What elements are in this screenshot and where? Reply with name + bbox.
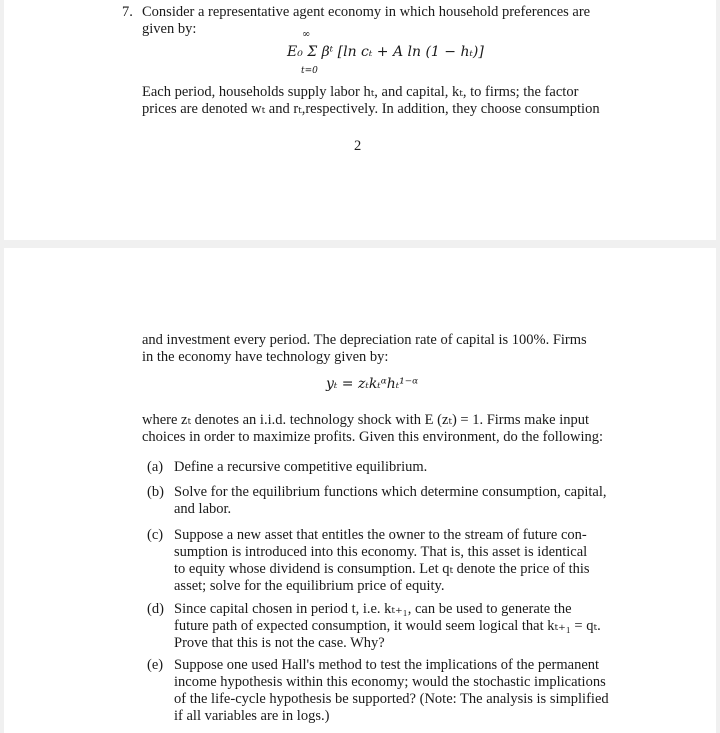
paragraph-3-line-1: where zₜ denotes an i.i.d. technology shock with E (zₜ) = 1. Firms make input (142, 412, 590, 428)
item-b-text (174, 484, 607, 518)
item-c-label: (c) (147, 527, 164, 543)
page-2 (4, 248, 716, 733)
item-d-line: future path of expected consumption, it would seem logical that kₜ₊₁ = qₜ. (174, 618, 601, 634)
item-d-label: (d) (147, 601, 164, 617)
intro-line-2: given by: (142, 21, 197, 37)
item-e-line: if all variables are in logs.) (174, 708, 330, 724)
intro-line-1: Consider a representative agent economy in which household preferences are (142, 4, 591, 20)
item-c-line: asset; solve for the equilibrium price of equity. (174, 578, 445, 594)
item-c-line: to equity whose dividend is consumption. Let qₜ denote the price of this (174, 561, 590, 577)
item-e-text (174, 657, 609, 725)
item-a-text (174, 459, 427, 476)
page-1 (4, 0, 716, 240)
item-c-line: Suppose a new asset that entitles the owner to the stream of future con- (174, 527, 587, 543)
paragraph-2-line-1: and investment every period. The depreciation rate of capital is 100%. Firms (142, 332, 587, 348)
item-e-line: of the life-cycle hypothesis be supported? (Note: The analysis is simplified (174, 691, 609, 707)
item-c-text (174, 527, 590, 595)
page-number: 2 (354, 138, 362, 154)
item-d-line: Prove that this is not the case. Why? (174, 635, 385, 651)
production-formula: yₜ = zₜkₜᵅhₜ¹⁻ᵅ (326, 376, 419, 392)
item-b-line: Solve for the equilibrium functions which determine consumption, capital, (174, 484, 607, 500)
item-d-line: Since capital chosen in period t, i.e. kₜ₊₁, can be used to generate the (174, 601, 572, 617)
paragraph-2-line-2: in the economy have technology given by: (142, 349, 389, 365)
item-c-line: sumption is introduced into this economy. That is, this asset is identical (174, 544, 588, 560)
problem-number: 7. (122, 4, 133, 20)
item-b-line: and labor. (174, 501, 232, 517)
item-e-line: Suppose one used Hall's method to test the implications of the permanent (174, 657, 600, 673)
item-b-label: (b) (147, 484, 164, 500)
paragraph-1-line-2: prices are denoted wₜ and rₜ,respectively. In addition, they choose consumption (142, 101, 600, 117)
item-a-line: Define a recursive competitive equilibrium. (174, 459, 428, 475)
paragraph-3-line-2: choices in order to maximize profits. Given this environment, do the following: (142, 429, 604, 445)
item-e-line: income hypothesis within this economy; would the stochastic implications (174, 674, 606, 690)
item-d-text (174, 601, 601, 652)
preference-formula: E₀ Σ βᵗ [ln cₜ + A ln (1 − hₜ)] (287, 44, 484, 60)
sum-lower-limit: t=0 (301, 66, 318, 76)
item-a-label: (a) (147, 459, 164, 475)
sum-upper-limit: ∞ (302, 29, 311, 40)
item-e-label: (e) (147, 657, 164, 673)
paragraph-1-line-1: Each period, households supply labor hₜ, and capital, kₜ, to firms; the factor (142, 84, 579, 100)
